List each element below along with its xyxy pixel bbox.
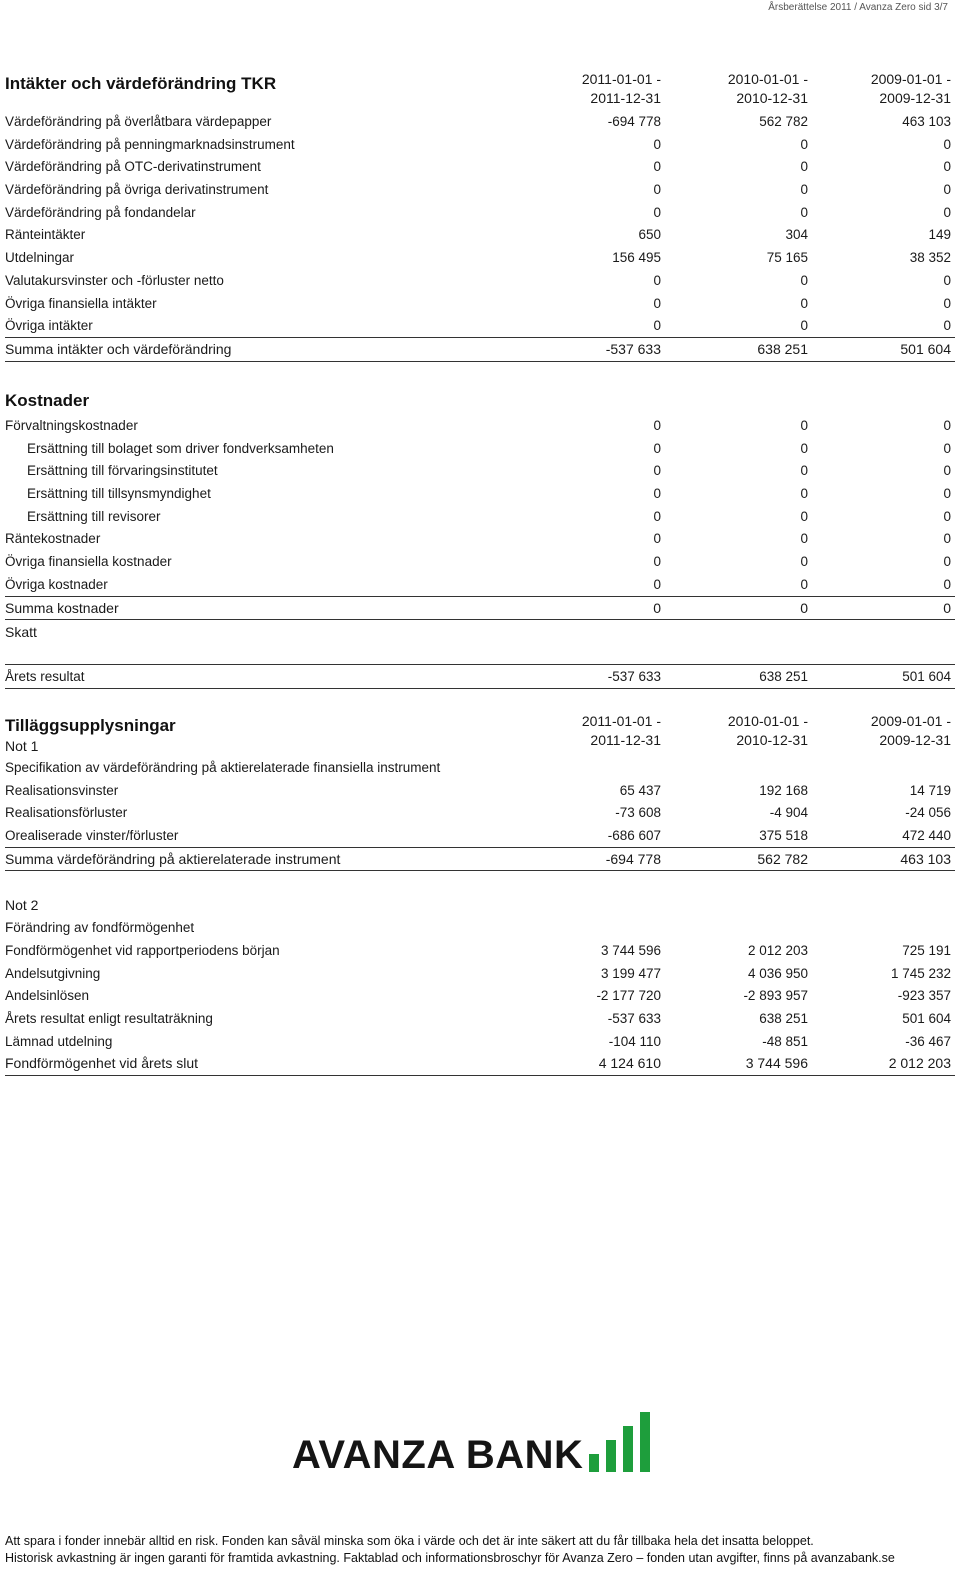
row-value: 0	[653, 486, 661, 502]
row-value: 0	[943, 508, 951, 524]
row-value: 0	[800, 159, 808, 175]
table-row	[5, 527, 955, 550]
row-value: 0	[653, 318, 661, 334]
row-value: -48 851	[762, 1033, 808, 1049]
table-row	[5, 292, 955, 315]
row-value: 0	[943, 272, 951, 288]
logo-bar-2	[606, 1440, 616, 1472]
table-row	[5, 482, 955, 505]
row-label: Förvaltningskostnader	[5, 418, 138, 433]
notes-period-2009: 2009-01-01 - 2009-12-31	[870, 713, 951, 748]
row-value: 0	[653, 136, 661, 152]
result-row: Årets resultat -537 633 638 251 501 604	[5, 664, 955, 689]
logo-bar-1	[589, 1454, 599, 1472]
row-value: 0	[943, 136, 951, 152]
row-value: 463 103	[902, 114, 951, 129]
row-label: Övriga finansiella kostnader	[5, 554, 172, 570]
row-value: -2 893 957	[743, 988, 808, 1004]
row-value: 2 012 203	[747, 942, 808, 958]
row-label: Orealiserade vinster/förluster	[5, 828, 179, 844]
row-value: 501 604	[902, 1010, 951, 1026]
row-label: Värdeförändring på OTC-derivatinstrument	[5, 159, 261, 175]
logo-bar-4	[640, 1412, 650, 1472]
row-label: Lämnad utdelning	[5, 1033, 113, 1049]
table-row	[5, 155, 955, 178]
table-row	[5, 573, 955, 596]
row-value: 304	[785, 227, 808, 243]
costs-title: Kostnader	[5, 391, 90, 410]
row-value: 472 440	[902, 828, 951, 844]
row-value: 725 191	[902, 942, 951, 958]
income-title: Intäkter och värdeförändring TKR	[5, 74, 277, 93]
row-value: 0	[800, 204, 808, 220]
disclaimer-line-2: Historisk avkastning är ingen garanti för framtida avkastning. Faktablad och informationsbroschyr för Avanza Zero – fonden utan avgifter, finns på avanzabank.se	[5, 1551, 895, 1565]
notes-period-2010: 2010-01-01 - 2010-12-31	[727, 713, 808, 748]
row-value: 75 165	[766, 250, 808, 266]
costs-sum-row: Summa kostnader 0 0 0	[5, 596, 955, 621]
row-label: Värdeförändring på överlåtbara värdepapper	[5, 114, 272, 129]
row-value: 0	[943, 440, 951, 456]
table-row	[5, 110, 955, 133]
row-value: 0	[800, 440, 808, 456]
note1-heading: Specifikation av värdeförändring på aktierelaterade finansiella instrument	[5, 760, 441, 775]
table-row	[5, 201, 955, 224]
table-row	[5, 550, 955, 573]
row-value: -36 467	[905, 1033, 951, 1049]
note1-sum-row: Summa värdeförändring på aktierelaterade instrument -694 778 562 782 463 103	[5, 847, 955, 872]
row-label: Räntekostnader	[5, 531, 101, 547]
table-row	[5, 314, 955, 337]
row-value: 1 745 232	[890, 965, 951, 981]
row-label: Realisationsförluster	[5, 805, 128, 821]
row-label: Andelsinlösen	[5, 988, 90, 1004]
logo-text: AVANZA BANK	[292, 1433, 584, 1477]
row-value: 0	[943, 486, 951, 502]
row-value: 0	[800, 318, 808, 334]
row-label: Fondförmögenhet vid rapportperiodens början	[5, 942, 280, 958]
avanza-bank-logo	[292, 1396, 662, 1476]
row-value: 0	[943, 204, 951, 220]
row-value: 0	[653, 418, 661, 433]
row-value: 38 352	[909, 250, 951, 266]
row-value: 0	[943, 159, 951, 175]
row-value: 0	[800, 272, 808, 288]
row-value: -4 904	[769, 805, 808, 821]
row-value: 0	[800, 136, 808, 152]
table-row	[5, 223, 955, 246]
row-value: 14 719	[909, 782, 951, 798]
row-value: 0	[653, 272, 661, 288]
note2-sum-row: Fondförmögenhet vid årets slut 4 124 610 3 744 596 2 012 203	[5, 1052, 955, 1076]
row-label: Värdeförändring på penningmarknadsinstrument	[5, 136, 295, 152]
row-value: 0	[653, 576, 661, 592]
row-label: Värdeförändring på fondandelar	[5, 204, 196, 220]
row-label: Utdelningar	[5, 250, 75, 266]
row-label: Ersättning till förvaringsinstitutet	[27, 463, 218, 479]
row-label: Värdeförändring på övriga derivatinstrument	[5, 182, 269, 198]
table-row	[5, 984, 955, 1007]
table-row	[5, 801, 955, 824]
table-row	[5, 505, 955, 528]
note2-heading: Förändring av fondförmögenhet	[5, 920, 195, 936]
period-2010: 2010-01-01 - 2010-12-31	[727, 71, 808, 106]
row-value: 0	[943, 576, 951, 592]
row-value: -686 607	[607, 828, 661, 844]
row-label: Övriga kostnader	[5, 576, 108, 592]
table-row	[5, 178, 955, 201]
row-value: -2 177 720	[596, 988, 661, 1004]
row-value: 0	[943, 554, 951, 570]
row-value: 0	[800, 463, 808, 479]
row-value: 4 036 950	[747, 965, 808, 981]
row-value: -537 633	[607, 1010, 661, 1026]
row-label: Årets resultat enligt resultaträkning	[5, 1010, 213, 1026]
tax-row: Skatt	[5, 624, 37, 641]
row-value: 0	[943, 318, 951, 334]
income-sum-row: Summa intäkter och värdeförändring -537 633 638 251 501 604	[5, 337, 955, 362]
logo-bar-3	[623, 1426, 633, 1472]
row-label: Övriga finansiella intäkter	[5, 295, 157, 311]
row-value: 0	[653, 295, 661, 311]
disclaimer-line-1: Att spara i fonder innebär alltid en risk. Fonden kan såväl minska som öka i värde och det är inte säkert att du får tillbaka hela det insatta beloppet.	[5, 1534, 814, 1548]
table-row	[5, 437, 955, 460]
row-label: Ersättning till revisorer	[27, 508, 161, 524]
row-value: 0	[800, 531, 808, 547]
row-value: 0	[653, 531, 661, 547]
row-label: Andelsutgivning	[5, 965, 101, 981]
row-value: 562 782	[759, 114, 808, 129]
period-2009: 2009-01-01 - 2009-12-31	[870, 71, 951, 106]
notes-section	[5, 708, 955, 1076]
row-value: 0	[653, 204, 661, 220]
row-label: Valutakursvinster och -förluster netto	[5, 272, 224, 288]
row-value: -104 110	[608, 1033, 661, 1049]
row-label: Ersättning till tillsynsmyndighet	[27, 486, 211, 502]
row-value: 3 744 596	[600, 942, 661, 958]
row-value: 650	[638, 227, 661, 243]
row-value: 375 518	[759, 828, 808, 844]
row-value: 0	[800, 182, 808, 198]
row-value: 0	[653, 554, 661, 570]
row-value: 0	[800, 508, 808, 524]
row-value: 65 437	[619, 782, 661, 798]
row-value: 0	[800, 554, 808, 570]
table-row	[5, 246, 955, 269]
table-row	[5, 133, 955, 156]
row-value: 0	[943, 418, 951, 433]
row-value: -73 608	[615, 805, 661, 821]
row-value: 0	[943, 182, 951, 198]
row-value: -24 056	[905, 805, 951, 821]
table-row	[5, 459, 955, 482]
table-row	[5, 939, 955, 962]
row-value: 0	[800, 295, 808, 311]
row-value: 0	[653, 159, 661, 175]
row-value: 0	[800, 576, 808, 592]
row-value: 0	[943, 531, 951, 547]
costs-section	[5, 386, 955, 689]
table-row	[5, 779, 955, 802]
row-value: 0	[800, 486, 808, 502]
income-section	[5, 66, 955, 362]
row-value: 0	[800, 418, 808, 433]
row-value: 149	[928, 227, 951, 243]
period-2011: 2011-01-01 - 2011-12-31	[581, 71, 661, 106]
row-value: 0	[653, 440, 661, 456]
notes-period-2011: 2011-01-01 - 2011-12-31	[581, 713, 661, 748]
row-label: Realisationsvinster	[5, 782, 119, 798]
table-row	[5, 1030, 955, 1053]
notes-header	[5, 708, 955, 756]
row-value: 0	[943, 463, 951, 479]
row-value: 638 251	[759, 1010, 808, 1026]
note2-label: Not 2	[5, 897, 39, 914]
note1-rows	[5, 779, 955, 847]
row-value: 0	[943, 295, 951, 311]
row-value: 0	[653, 182, 661, 198]
table-row	[5, 824, 955, 847]
row-value: 192 168	[759, 782, 808, 798]
table-row	[5, 962, 955, 985]
note1-label: Not 1	[5, 738, 39, 754]
row-label: Övriga intäkter	[5, 318, 93, 334]
table-row	[5, 414, 955, 437]
note2-rows	[5, 939, 955, 1052]
row-value: 0	[653, 463, 661, 479]
income-header	[5, 66, 955, 110]
row-value: 0	[653, 508, 661, 524]
row-value: 3 199 477	[600, 965, 661, 981]
income-rows	[5, 110, 955, 337]
row-value: -923 357	[897, 988, 951, 1004]
row-label: Ränteintäkter	[5, 227, 86, 243]
row-label: Ersättning till bolaget som driver fondverksamheten	[27, 440, 334, 456]
notes-title: Tilläggsupplysningar	[5, 716, 176, 735]
disclaimer-footer	[5, 1533, 895, 1567]
table-row	[5, 269, 955, 292]
table-row	[5, 1007, 955, 1030]
page-header: Årsberättelse 2011 / Avanza Zero sid 3/7	[768, 2, 948, 13]
row-value: -694 778	[607, 114, 661, 129]
cost-rows	[5, 414, 955, 596]
row-value: 156 495	[612, 250, 661, 266]
